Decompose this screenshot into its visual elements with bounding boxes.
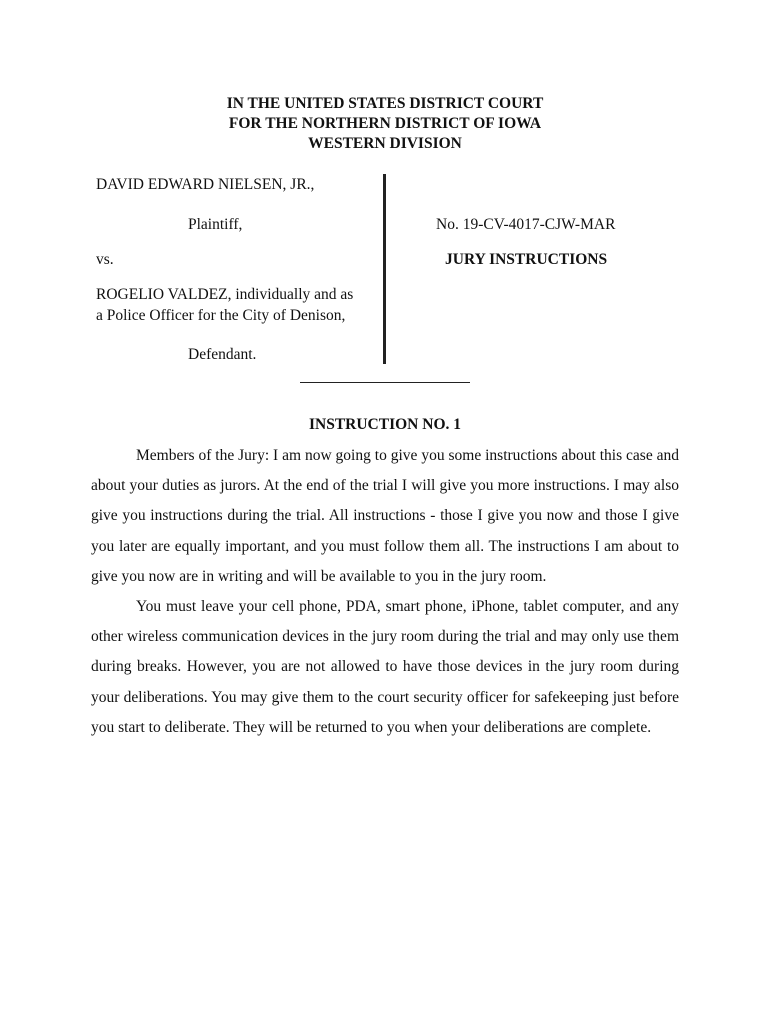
defendant-role: Defendant. — [188, 346, 257, 363]
court-division-line: WESTERN DIVISION — [308, 135, 462, 152]
defendant-name-line2: a Police Officer for the City of Denison, — [96, 307, 346, 324]
instruction-paragraph-1: Members of the Jury: I am now going to give you some instructions about this case and about your duties as jurors. At the end of the trial I will give you more instructions. I may also give you instructions during the trial. All instructions - those I give you now and those I give you later are equally important, and you must follow them all. The instructions I am about to give you now are in writing and will be available to you in the jury room. — [91, 447, 679, 585]
court-header — [0, 94, 770, 154]
plaintiff-role: Plaintiff, — [188, 216, 243, 233]
instruction-paragraph-2: You must leave your cell phone, PDA, smart phone, iPhone, tablet computer, and any other wireless communication devices in the jury room during the trial and may only use them during breaks. However, you are not allowed to have those devices in the jury room during your deliberations. You may give them to the court security officer for safekeeping just before you start to deliberate. They will be returned to you when your deliberations are complete. — [91, 598, 679, 736]
instruction-body — [91, 441, 679, 743]
court-district-line: FOR THE NORTHERN DISTRICT OF IOWA — [228, 115, 542, 132]
case-number: No. 19-CV-4017-CJW-MAR — [436, 216, 616, 233]
versus-label: vs. — [96, 251, 114, 268]
caption-divider — [383, 174, 386, 364]
defendant-name-line1: ROGELIO VALDEZ, individually and as — [96, 286, 354, 303]
instruction-title: INSTRUCTION NO. 1 — [308, 416, 461, 433]
plaintiff-name: DAVID EDWARD NIELSEN, JR., — [96, 176, 315, 193]
caption-rule — [300, 382, 470, 383]
court-name-line: IN THE UNITED STATES DISTRICT COURT — [226, 95, 544, 112]
document-title: JURY INSTRUCTIONS — [445, 251, 608, 268]
